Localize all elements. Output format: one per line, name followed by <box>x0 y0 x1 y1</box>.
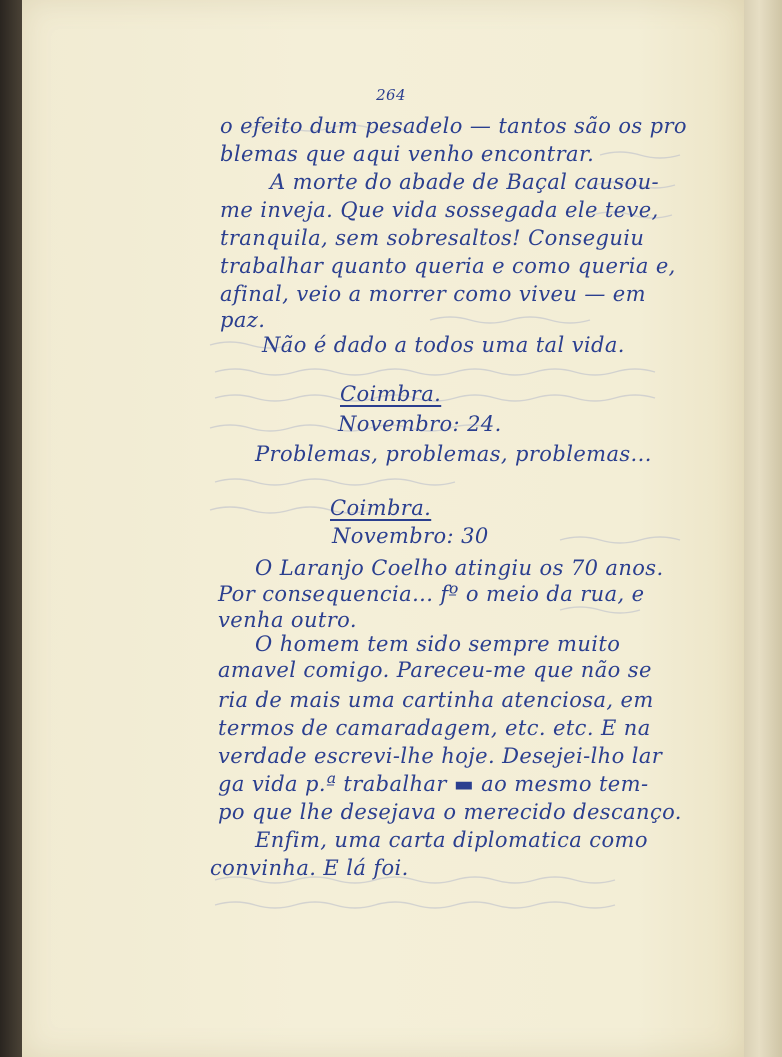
text-line: ria de mais uma cartinha atenciosa, em <box>218 688 654 712</box>
date-heading: Novembro: 30 <box>332 524 489 548</box>
text-line: termos de camaradagem, etc. etc. E na <box>218 716 651 740</box>
text-line: venha outro. <box>218 608 357 632</box>
text-line: trabalhar quanto queria e como queria e, <box>220 254 676 278</box>
text-line: tranquila, sem sobresaltos! Conseguiu <box>220 226 645 250</box>
text-line: Por consequencia... fº o meio da rua, e <box>218 582 645 606</box>
text-line: A morte do abade de Baçal causou- <box>270 170 659 194</box>
text-line: o efeito dum pesadelo — tantos são os pro <box>220 114 687 138</box>
text-line: ga vida p.ª trabalhar ▬ ao mesmo tem- <box>218 772 649 796</box>
text-line: blemas que aqui venho encontrar. <box>220 142 595 166</box>
text-line: po que lhe desejava o merecido descanço. <box>218 800 682 824</box>
binding-shadow <box>0 0 22 1057</box>
text-line: me inveja. Que vida sossegada ele teve, <box>220 198 659 222</box>
page-edge <box>744 0 782 1057</box>
text-line: afinal, veio a morrer como viveu — em <box>220 282 646 306</box>
text-line: Problemas, problemas, problemas... <box>255 442 652 466</box>
text-line: Enfim, uma carta diplomatica como <box>255 828 648 852</box>
date-heading: Novembro: 24. <box>338 412 502 436</box>
text-line: O homem tem sido sempre muito <box>255 632 621 656</box>
place-heading: Coimbra. <box>340 382 442 406</box>
text-line: Não é dado a todos uma tal vida. <box>262 333 625 357</box>
place-heading: Coimbra. <box>330 496 432 520</box>
text-line: paz. <box>220 308 266 332</box>
text-line: verdade escrevi-lhe hoje. Desejei-lho lar <box>218 744 663 768</box>
page-number: 264 <box>376 86 406 104</box>
text-line: O Laranjo Coelho atingiu os 70 anos. <box>255 556 664 580</box>
text-line: convinha. E lá foi. <box>210 856 409 880</box>
text-line: amavel comigo. Pareceu-me que não se <box>218 658 652 682</box>
